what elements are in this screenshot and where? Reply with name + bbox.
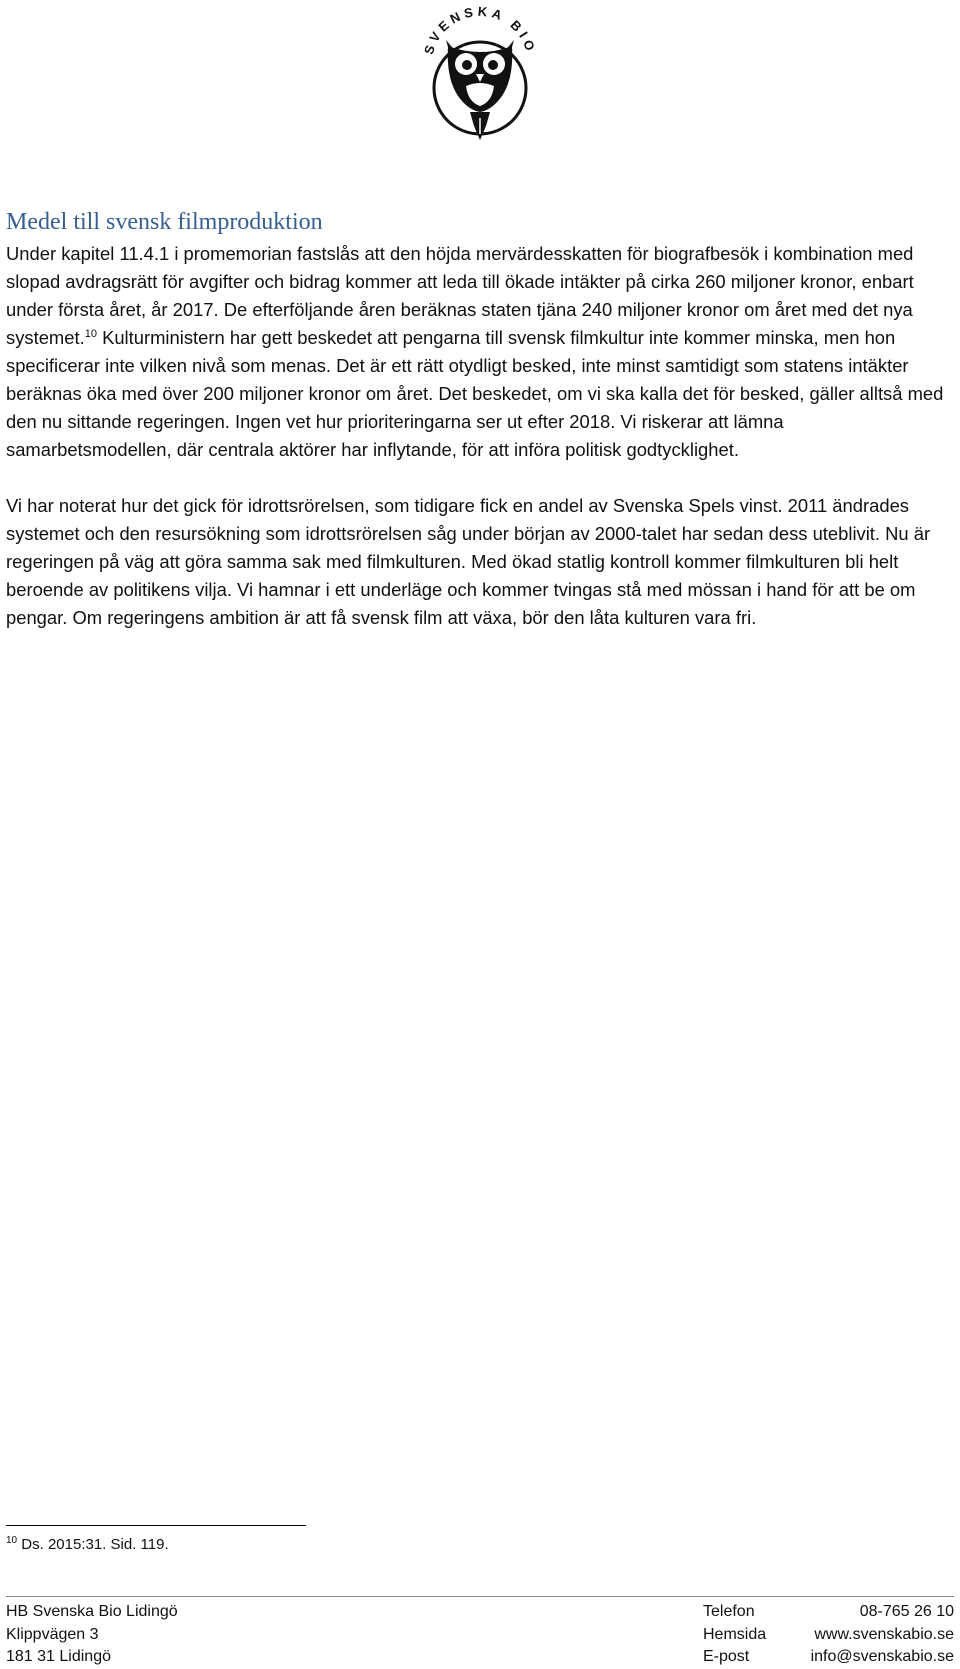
footer-label-website: Hemsida xyxy=(703,1625,767,1643)
footer-separator xyxy=(6,1596,954,1597)
footnote-separator xyxy=(6,1525,306,1526)
svenska-bio-owl-logo xyxy=(410,0,550,152)
logo-brand-text: SVENSKA BIO xyxy=(420,3,540,57)
footer-address xyxy=(6,1601,178,1669)
document-body xyxy=(6,206,954,632)
footer-website-link[interactable]: www.svenskabio.se xyxy=(814,1625,954,1643)
footer-contact-labels xyxy=(703,1601,766,1669)
footer-email-link[interactable]: info@svenskabio.se xyxy=(810,1648,954,1665)
footnote-text: Ds. 2015:31. Sid. 119. xyxy=(17,1536,169,1553)
paragraph-1 xyxy=(6,240,954,464)
footnote xyxy=(6,1535,169,1555)
footnote-number: 10 xyxy=(6,1535,18,1546)
footer-company: HB Svenska Bio Lidingö xyxy=(6,1603,178,1620)
footer-phone: 08-765 26 10 xyxy=(859,1603,954,1620)
footnote-reference[interactable]: 10 xyxy=(84,327,97,340)
svg-text:SVENSKA BIO xyxy=(421,4,539,57)
footer-postal: 181 31 Lidingö xyxy=(6,1648,111,1665)
footer-label-phone: Telefon xyxy=(703,1603,755,1620)
section-heading: Medel till svensk filmproduktion xyxy=(6,209,323,235)
footer-street: Klippvägen 3 xyxy=(6,1625,99,1643)
paragraph-1-text-a: Under kapitel 11.4.1 i promemorian fastslås att den höjda mervärdesskatten för biografbesök i kombination med slopad avdragsrätt för avgifter och bidrag kommer att leda till ökade intäkter på cirka 260 miljoner kronor, enbart under första året, år 2017. De efterföljande åren beräknas staten tjäna 240 miljoner kronor om året med det nya systemet. xyxy=(6,243,914,348)
footer-contact-values xyxy=(811,1601,954,1669)
paragraph-1-text-b: Kulturministern har gett beskedet att pengarna till svensk filmkultur inte kommer minska, men hon specificerar inte vilken nivå som menas. Det är ett rätt otydligt besked, inte minst samtidigt som statens intäkter beräknas öka med över 200 miljoner kronor om året. Det beskedet, om vi ska kalla det för besked, gäller alltså med den nu sittande regeringen. Ingen vet hur prioriteringarna ser ut efter 2018. Vi riskerar att lämna samarbetsmodellen, där centrala aktörer har inflytande, för att införa politisk godtycklighet. xyxy=(6,327,944,460)
footer-label-email: E-post xyxy=(703,1648,750,1665)
paragraph-2: Vi har noterat hur det gick för idrottsrörelsen, som tidigare fick en andel av Svenska Spels vinst. 2011 ändrades systemet och den resursökning som idrottsrörelsen såg under början av 2000-talet har sedan dess uteblivit. Nu är regeringen på väg att göra samma sak med filmkulturen. Med ökad statlig kontroll kommer filmkulturen bli helt beroende av politikens vilja. Vi hamnar i ett underläge och kommer tvingas stå med mössan i hand för att be om pengar. Om regeringens ambition är att få svensk film att växa, bör den låta kulturen vara fri. xyxy=(6,495,931,628)
